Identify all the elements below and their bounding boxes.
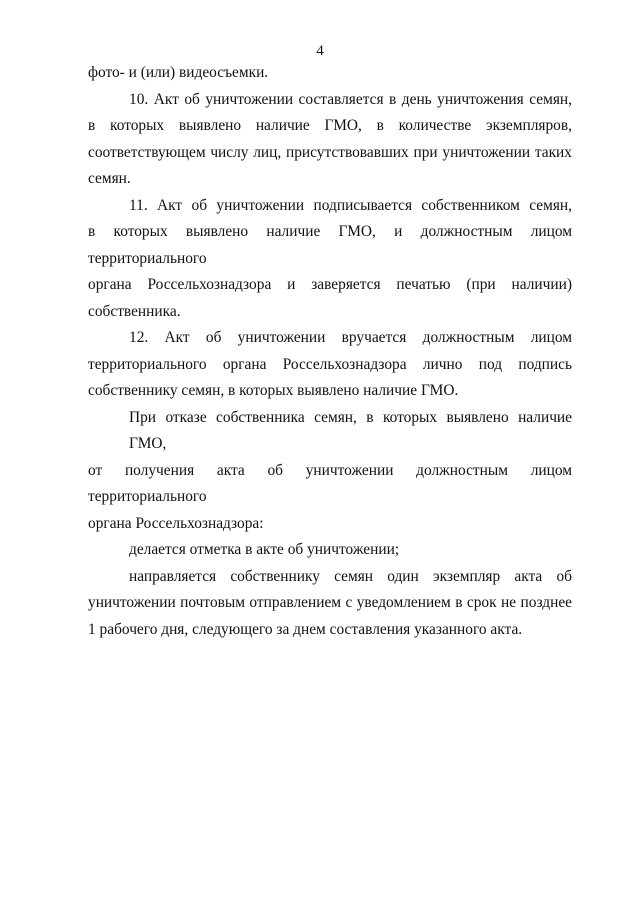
text-line: фото- и (или) видеосъемки. <box>88 64 269 81</box>
text-line: При отказе собственника семян, в которых выявлено наличие ГМО, <box>129 408 572 452</box>
text-line: 11. Акт об уничтожении подписывается собственником семян, <box>129 196 572 214</box>
text-line: 12. Акт об уничтожении вручается должностным лицом <box>129 329 572 346</box>
text-line: семян. <box>88 170 131 187</box>
paragraph-11 <box>88 193 572 326</box>
paragraph-mark <box>88 537 572 564</box>
text-line: органа Россельхознадзора: <box>88 514 264 532</box>
paragraph-refusal <box>88 405 572 538</box>
text-line: собственника. <box>88 302 181 320</box>
page-number: 4 <box>316 43 324 59</box>
text-line: в которых выявлено наличие ГМО, в количестве экземпляров, <box>88 117 572 134</box>
text-line: 10. Акт об уничтожении составляется в день уничтожения семян, <box>129 90 572 108</box>
text-line: 1 рабочего дня, следующего за днем составления указанного акта. <box>88 620 523 638</box>
text-line: территориального органа Россельхознадзора лично под подпись <box>88 355 572 373</box>
text-line: в которых выявлено наличие ГМО, и должностным лицом территориального <box>88 223 572 267</box>
paragraph-send <box>88 564 572 644</box>
paragraph-continuation <box>88 60 572 87</box>
text-line: органа Россельхознадзора и заверяется печатью (при наличии) <box>88 276 572 293</box>
text-line: направляется собственнику семян один экземпляр акта об <box>129 567 572 585</box>
text-line: собственнику семян, в которых выявлено наличие ГМО. <box>88 382 459 399</box>
text-line: от получения акта об уничтожении должностным лицом территориального <box>88 461 572 505</box>
paragraph-12 <box>88 325 572 405</box>
paragraph-10 <box>88 87 572 193</box>
text-line: соответствующем числу лиц, присутствовавших при уничтожении таких <box>88 143 572 161</box>
text-line: уничтожении почтовым отправлением с уведомлением в срок не позднее <box>88 594 572 611</box>
text-line: делается отметка в акте об уничтожении; <box>129 541 400 558</box>
document-body <box>88 60 572 643</box>
